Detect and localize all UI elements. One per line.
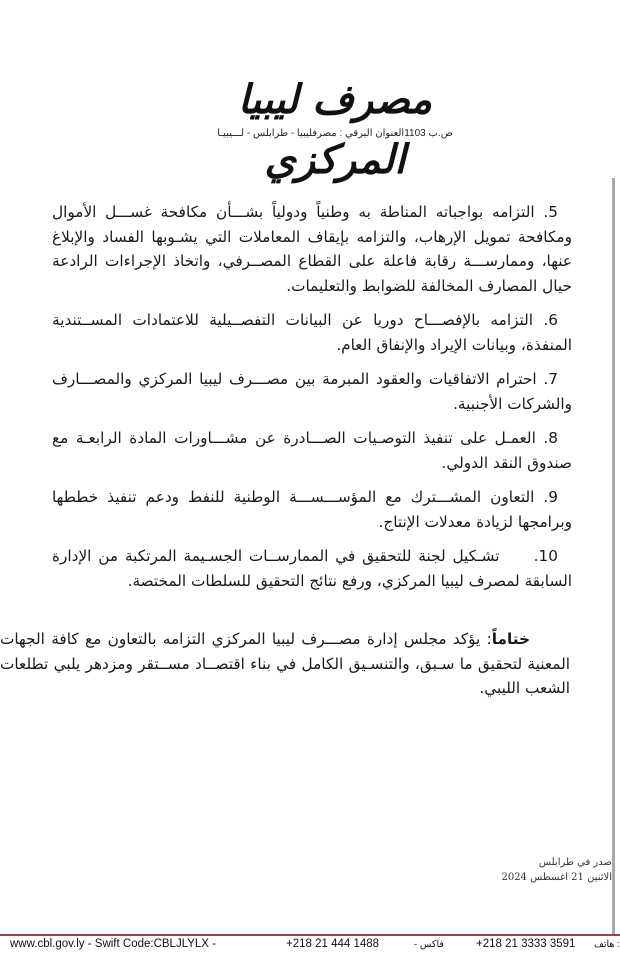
footer-divider xyxy=(0,934,620,936)
footer-website[interactable]: www.cbl.gov.ly - Swift Code:CBLJLYLX - xyxy=(10,938,217,950)
list-item xyxy=(52,544,572,593)
bank-logo: مصرف ليبيا المركزي xyxy=(237,76,433,183)
footer-phone-number: +218 21 3333 3591 xyxy=(476,938,576,950)
closing-paragraph xyxy=(0,627,570,701)
item-number: 10. xyxy=(533,547,559,565)
commitments-list xyxy=(52,200,572,603)
issue-info xyxy=(501,855,612,885)
item-text: التزامه بواجباته المناطة به وطنياً ودولياً بشـــأن مكافحة غســـل الأموال ومكافحة تمويل الإرهاب، والتزامه بإيقاف المعاملات التي يشـوبها الفساد والإبلاغ عنها، وممارســـة رقابة فاعلة على القطاع المصــرفي، واتخاذ الإجراءات الرادعة حيال المصارف المخالفة للضوابط والتعليمات. xyxy=(52,203,572,295)
item-text: احترام الاتفاقيات والعقود المبرمة بين مصـــرف ليبيا المركزي والمصـــارف والشركات الأجنبية. xyxy=(52,370,572,413)
closing-text: : يؤكد مجلس إدارة مصـــرف ليبيا المركزي التزامه بالتعاون مع كافة الجهات المعنية لتحقيق ما سـبق، والتنسـيق الكامل في بناء اقتصــاد مســتقر ومزدهر يلبي تطلعات الشعب الليبي. xyxy=(0,630,570,698)
item-number: 9. xyxy=(543,488,558,506)
list-item xyxy=(52,367,572,416)
item-text: العمـل على تنفيذ التوصـيات الصـــادرة عن مشـــاورات المادة الرابعـة مع صندوق النقد الدولي. xyxy=(52,429,572,472)
footer-fax-label: - فاكس xyxy=(414,939,444,950)
list-item xyxy=(52,426,572,475)
item-number: 5. xyxy=(543,203,558,221)
item-number: 8. xyxy=(543,429,558,447)
header-address: ص.ب 1103العنوان البرقي : مصرفليبيا - طرابلس - لـــيبيـا xyxy=(217,128,453,139)
item-text: التزامه بالإفصـــاح دوريا عن البيانات التفصــيلية للاعتمادات المســتندية المنفذة، وبيانات الإيراد والإنفاق العام. xyxy=(52,311,572,354)
item-text: التعاون المشـــترك مع المؤســـســـة الوطنية للنفط ودعم تنفيذ خططها وبرامجها لزيادة معدلات الإنتاج. xyxy=(52,488,572,531)
list-item xyxy=(52,308,572,357)
item-number: 6. xyxy=(543,311,558,329)
list-item xyxy=(52,485,572,534)
footer-fax-number: +218 21 444 1488 xyxy=(286,938,380,950)
footer-phone-label: هاتف : xyxy=(594,939,620,950)
issue-date: الاثنين 21 اغسطس 2024 xyxy=(501,872,612,883)
item-text: تشـكيل لجنة للتحقيق في الممارســات الجسـيمة المرتكبة من الإدارة السابقة لمصرف ليبيا المركزي، ورفع نتائج التحقيق للسلطات المختصة. xyxy=(52,547,572,590)
item-number: 7. xyxy=(543,370,558,388)
issue-place: صدر في طرابلس xyxy=(538,857,612,868)
margin-line xyxy=(612,178,615,936)
closing-lead: ختاماً xyxy=(491,630,530,649)
list-item xyxy=(52,200,572,298)
